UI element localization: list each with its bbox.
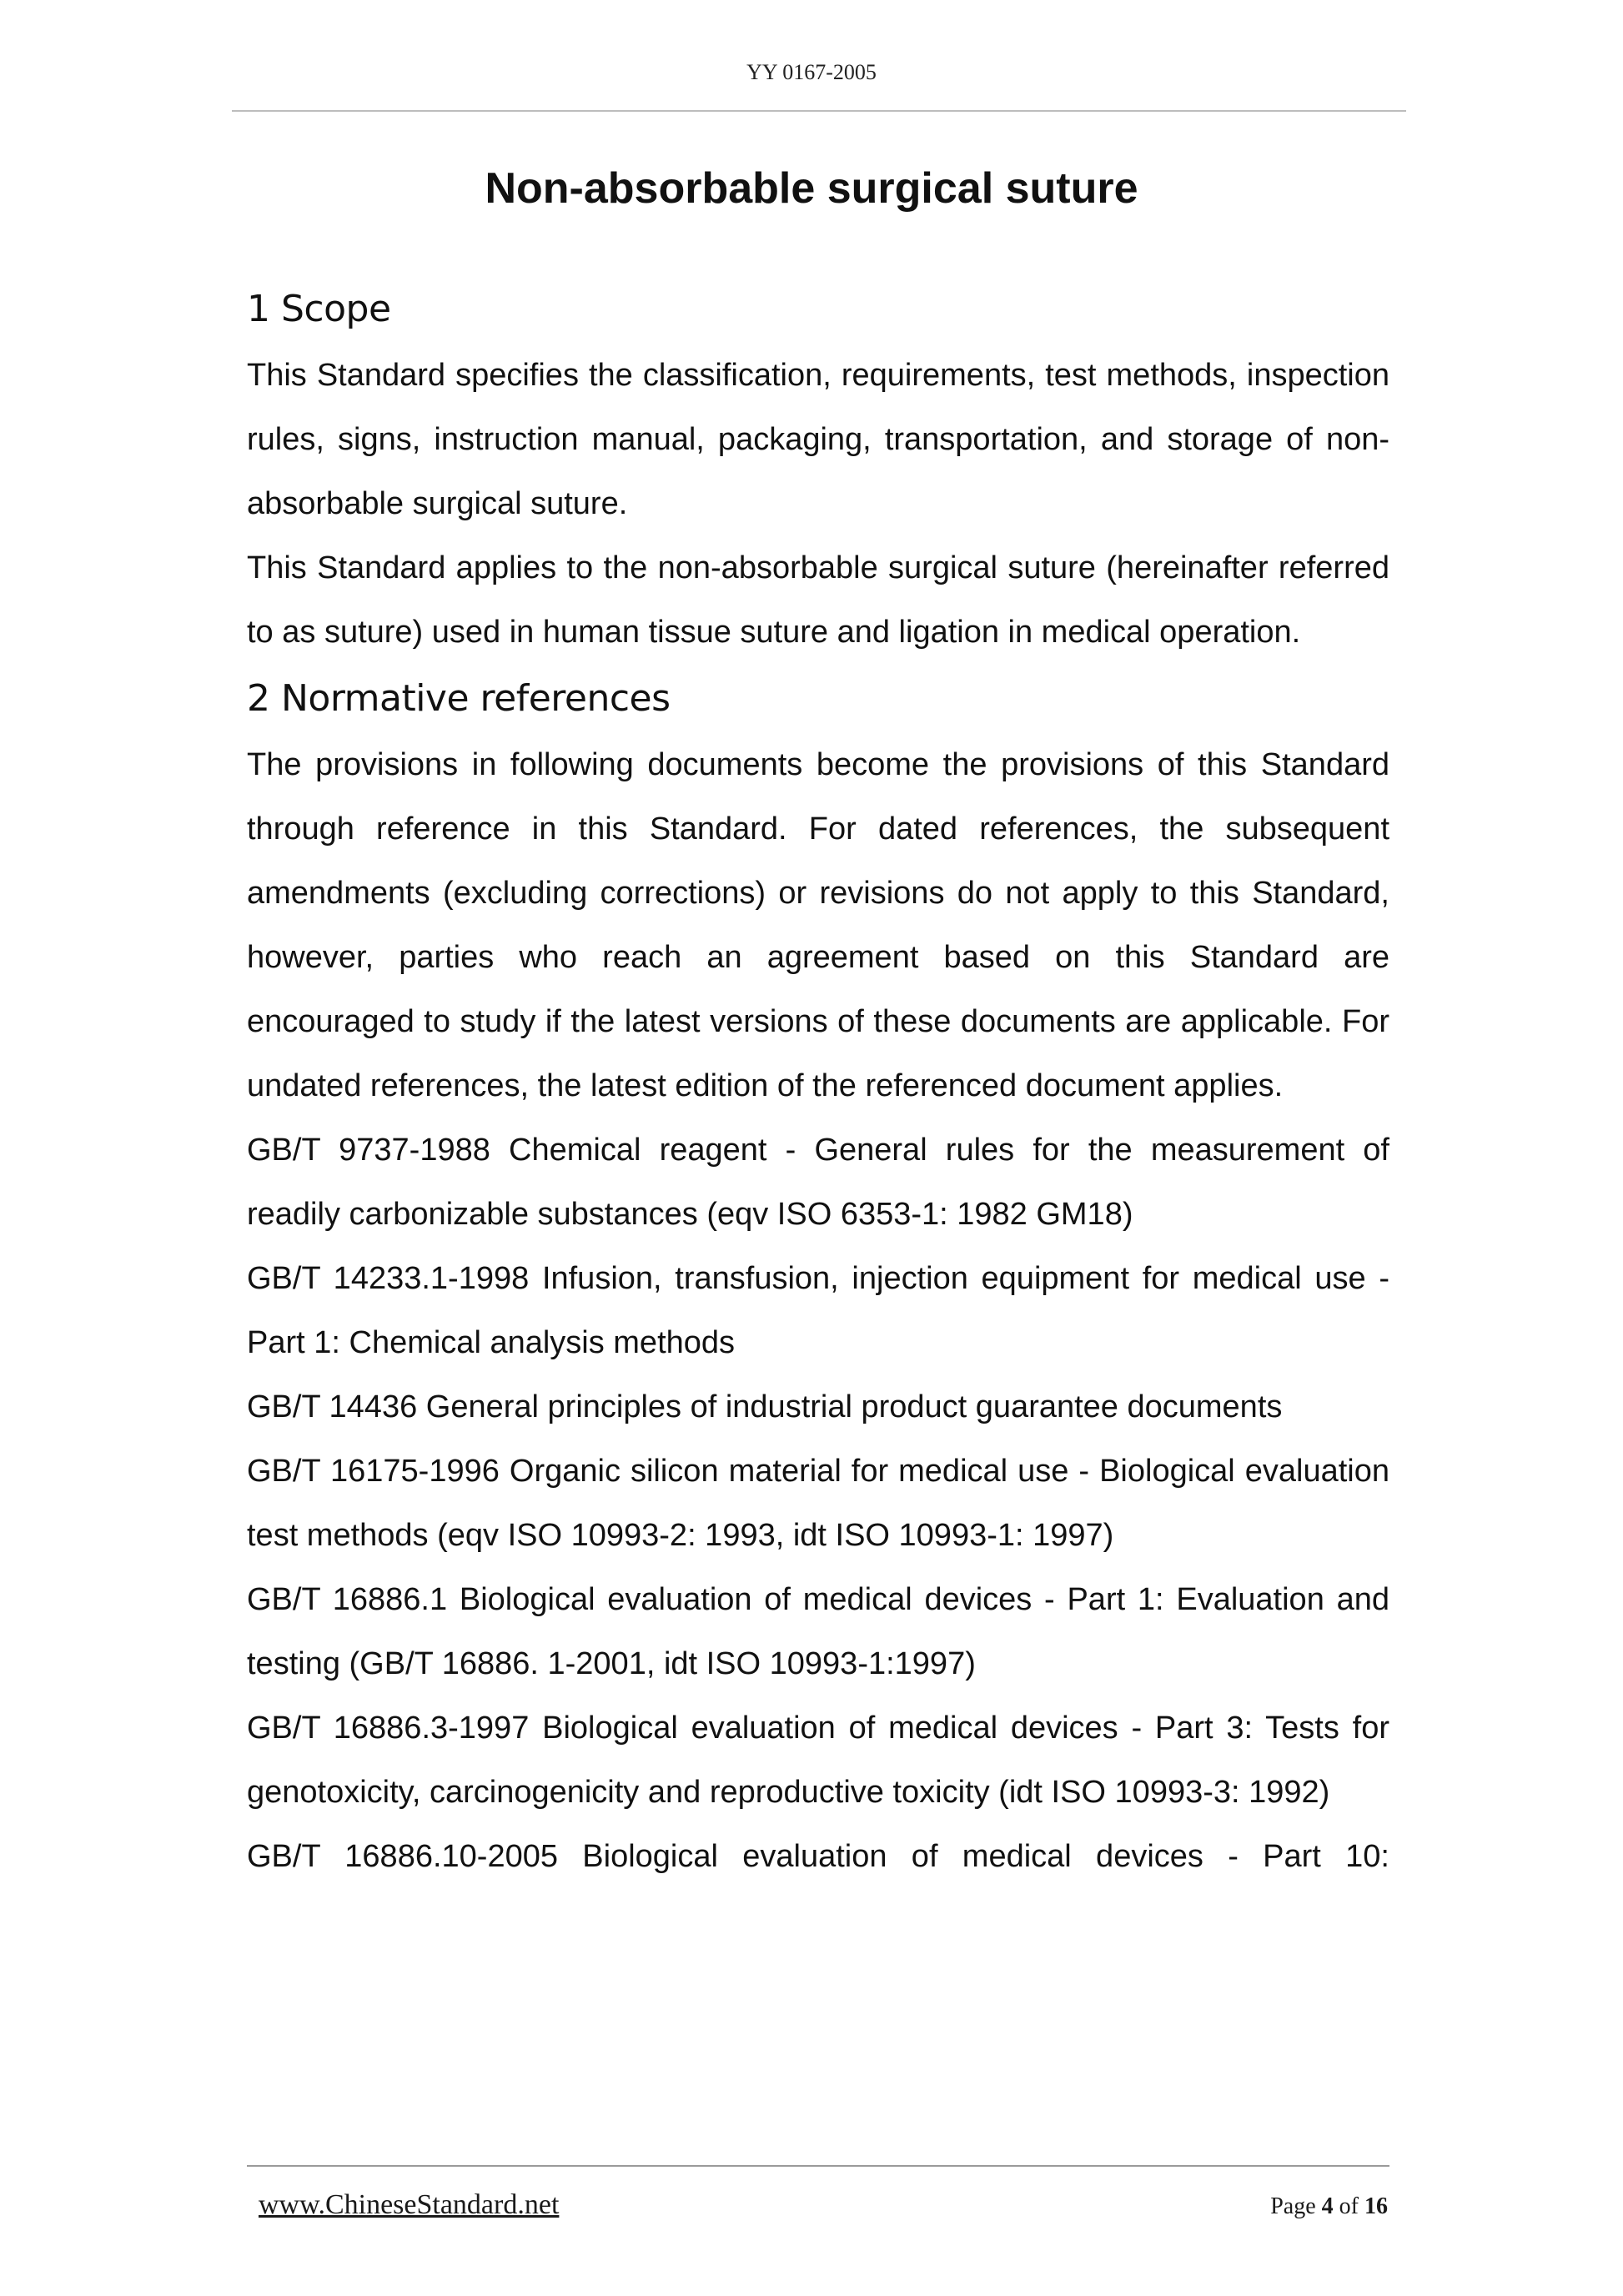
reference-item xyxy=(247,1568,1389,1696)
page-of-label: of xyxy=(1339,2193,1359,2219)
reference-title: Biological evaluation of medical devices - Part 1: Evaluation and testing (GB/T 16886. 1-2001, idt ISO 10993-1:1997) xyxy=(247,1582,1389,1681)
website-link[interactable]: www.ChineseStandard.net xyxy=(259,2189,560,2220)
scope-paragraph: This Standard specifies the classification, requirements, test methods, inspection rules, signs, instruction manual, packaging, transportation, and storage of non-absorbable surgical suture. xyxy=(247,358,1389,521)
running-header: YY 0167-2005 xyxy=(746,60,877,84)
reference-item xyxy=(247,1696,1389,1825)
section-heading-normative-references: 2 Normative references xyxy=(247,677,671,720)
header-divider xyxy=(232,110,1406,112)
document-title: Non-absorbable surgical suture xyxy=(485,164,1138,213)
page-label: Page xyxy=(1270,2193,1316,2219)
reference-item xyxy=(247,1439,1389,1568)
reference-code: GB/T 14233.1-1998 xyxy=(247,1261,530,1296)
reference-title: Chemical reagent - General rules for the measurement of readily carbonizable substances (eqv ISO 6353-1: 1982 GM18) xyxy=(247,1133,1389,1232)
reference-title: Organic silicon material for medical use - Biological evaluation test methods (eqv ISO 10993-2: 1993, idt ISO 10993-1: 1997) xyxy=(247,1454,1389,1553)
reference-title: Biological evaluation of medical devices - Part 3: Tests for genotoxicity, carcinogenicity and reproductive toxicity (idt ISO 10993-3: 1992) xyxy=(247,1711,1389,1810)
section-heading-scope: 1 Scope xyxy=(247,288,391,330)
total-pages: 16 xyxy=(1364,2193,1388,2219)
page-number xyxy=(1270,2193,1388,2220)
reference-title: Infusion, transfusion, injection equipment for medical use - Part 1: Chemical analysis methods xyxy=(247,1261,1389,1360)
reference-item xyxy=(247,1825,1389,1889)
reference-code: GB/T 9737-1988 xyxy=(247,1133,490,1168)
scope-paragraph: This Standard applies to the non-absorbable surgical suture (hereinafter referred to as suture) used in human tissue suture and ligation in medical operation. xyxy=(247,550,1389,650)
footer-divider xyxy=(247,2165,1389,2167)
reference-title: General principles of industrial product guarantee documents xyxy=(425,1389,1283,1424)
reference-code: GB/T 16175-1996 xyxy=(247,1454,500,1489)
reference-item xyxy=(247,1375,1389,1439)
reference-code: GB/T 14436 xyxy=(247,1389,418,1424)
document-body xyxy=(247,275,1389,1889)
reference-item xyxy=(247,1247,1389,1375)
references-intro-paragraph: The provisions in following documents become the provisions of this Standard through reference in this Standard. For dated references, the subsequent amendments (excluding corrections) or revisions do not apply to this Standard, however, parties who reach an agreement based on this Standard are encouraged to study if the latest versions of these documents are applicable. For undated references, the latest edition of the referenced document applies. xyxy=(247,747,1389,1103)
reference-item xyxy=(247,1118,1389,1247)
reference-code: GB/T 16886.10-2005 xyxy=(247,1839,558,1874)
current-page: 4 xyxy=(1321,2193,1334,2219)
reference-code: GB/T 16886.1 xyxy=(247,1582,448,1617)
reference-code: GB/T 16886.3-1997 xyxy=(247,1711,530,1746)
reference-title: Biological evaluation of medical devices - Part 10: xyxy=(582,1839,1389,1874)
